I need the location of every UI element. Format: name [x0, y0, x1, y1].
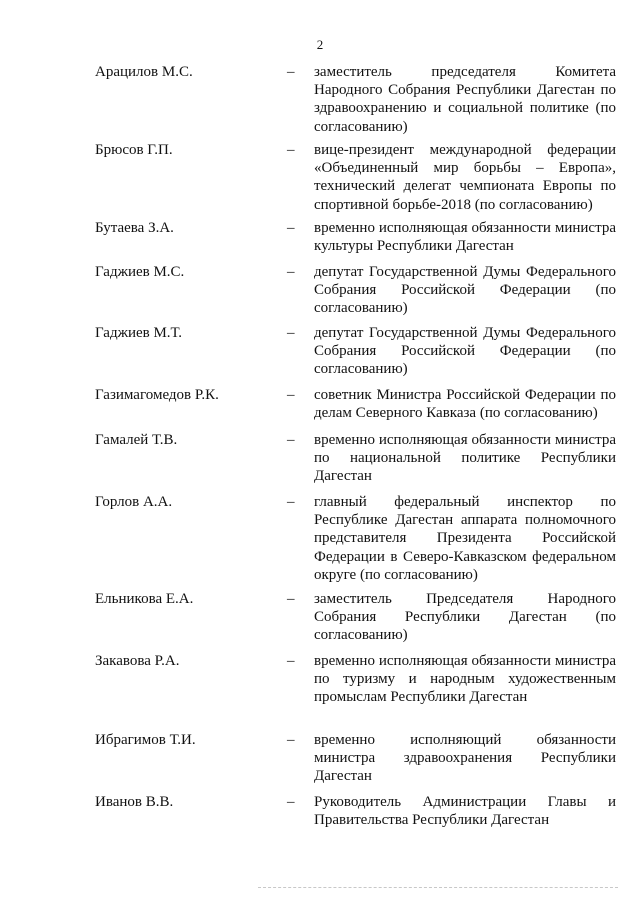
dash-separator: – — [287, 64, 295, 80]
dash-separator: – — [287, 264, 295, 280]
member-name: Брюсов Г.П. — [95, 142, 173, 158]
member-name: Гаджиев М.С. — [95, 264, 185, 280]
dash-separator: – — [287, 591, 295, 607]
dash-separator: – — [287, 220, 295, 236]
dash-separator: – — [287, 432, 295, 448]
member-name: Арацилов М.С. — [95, 64, 193, 80]
dash-separator: – — [287, 142, 295, 158]
dash-separator: – — [287, 732, 295, 748]
member-name: Закавова Р.А. — [95, 653, 180, 669]
member-description: Руководитель Администрации Главы и Правительства Республики Дагестан — [314, 794, 616, 829]
page-edge-line — [258, 887, 618, 888]
member-description: заместитель Председателя Народного Собрания Республики Дагестан (по согласованию) — [314, 591, 616, 644]
member-name: Ибрагимов Т.И. — [95, 732, 196, 748]
member-description: советник Министра Российской Федерации по делам Северного Кавказа (по согласованию) — [314, 387, 616, 422]
page-number: 2 — [316, 37, 324, 52]
member-name: Бутаева З.А. — [95, 220, 174, 236]
member-description: временно исполняющий обязанности министра здравоохранения Республики Дагестан — [314, 732, 616, 785]
member-description: главный федеральный инспектор по Республике Дагестан аппарата полномочного представителя Президента Российской Федерации в Северо-Кавказском федеральном округе (по согласованию) — [314, 494, 616, 583]
member-description: заместитель председателя Комитета Народного Собрания Республики Дагестан по здравоохранению и социальной политике (по согласованию) — [314, 64, 616, 135]
dash-separator: – — [287, 653, 295, 669]
dash-separator: – — [287, 325, 295, 341]
dash-separator: – — [287, 387, 295, 403]
member-description: депутат Государственной Думы Федерального Собрания Российской Федерации (по согласованию) — [314, 264, 616, 317]
member-name: Ельникова Е.А. — [95, 591, 194, 607]
member-name: Гаджиев М.Т. — [95, 325, 182, 341]
dash-separator: – — [287, 794, 295, 810]
member-description: временно исполняющая обязанности министра по национальной политике Республики Дагестан — [314, 432, 616, 485]
member-name: Горлов А.А. — [95, 494, 173, 510]
member-description: вице-президент международной федерации «Объединенный мир борьбы – Европа», технический делегат чемпионата Европы по спортивной борьбе-2018 (по согласованию) — [314, 142, 616, 213]
member-description: временно исполняющая обязанности министра по туризму и народным художественным промыслам Республики Дагестан — [314, 653, 616, 706]
member-name: Газимагомедов Р.К. — [95, 387, 219, 403]
member-name: Гамалей Т.В. — [95, 432, 178, 448]
member-name: Иванов В.В. — [95, 794, 174, 810]
member-description: временно исполняющая обязанности министра культуры Республики Дагестан — [314, 220, 616, 255]
dash-separator: – — [287, 494, 295, 510]
member-description: депутат Государственной Думы Федерального Собрания Российской Федерации (по согласованию) — [314, 325, 616, 378]
